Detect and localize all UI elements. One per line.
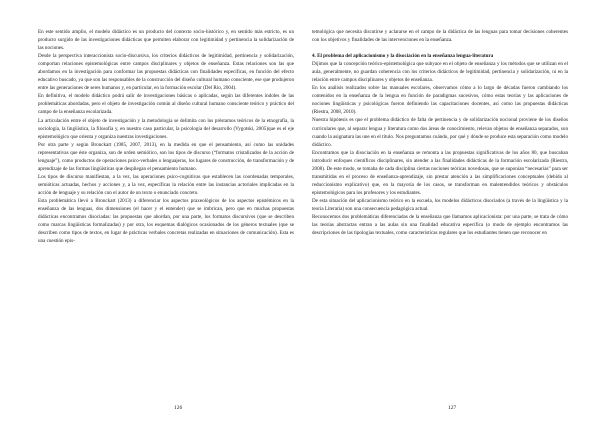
paragraph: Los tipos de discurso manifiestan, a la vez, las operaciones psico-cognitivas que establecen las coordenadas temporales, semióticas actuadas, hechos y acciones y, a la vez, específicas la relación entre las instancias actoriales implicadas en la acción de lenguaje y su relación con el autor de un texto o enunciado concreto. — [38, 173, 294, 196]
paragraph: Reconocemos dos problemáticas diferenciadas de la enseñanza que llamamos aplicacionista: por una parte, se trata de cómo las teorías abstractas entran a las aulas sin una finalidad educativa específica (o modo de ejemplo encontramos las descripciones de las tipologías textuales, como características regulares que los estudiantes tienen que reconocer en — [312, 214, 568, 237]
paragraph: En los análisis realizados sobre las manuales escolares, observamos cómo a lo largo de décadas fueron cambiando los contenidos en la enseñanza de la lengua en función de paradigmas sucesivos, cómo estas teorías y las aplicaciones de nociones lingüísticas y psicológicas fueron definiendo las capacitaciones docentes, así como las propuestas didácticas (Riestra, 2008, 2010). — [312, 85, 568, 116]
paragraph: Encontramos que la disociación en la enseñanza se remonta a las propuestas significativas de los años 80, que buscaban introducir enfoques científicos disciplinares, sin atender a las finalidades didácticas de la formación escolarizada (Riestra, 2008). De este modo, se tomaba de cada disciplina ciertas nociones teóricas novedosas, que se suponían “necesarias” para ser transmitidas en el proceso de enseñanza-aprendizaje, sin prestar atención a las simplificaciones conceptuales (debido al reduccionismo explicativo) que, en la mayoría de los casos, se transforman en malentendidos teóricos y obstáculos epistemológicos para los profesores y los estudiantes. — [312, 149, 568, 196]
paragraph: En este sentido amplio, el modelo didáctico es un producto del contexto socio-histórico y, en sentido más estricto, es un producto surgido de las investigaciones didácticas que permiten elaborar con legitimidad y pertinencia la solidarización de las nociones. — [38, 29, 294, 52]
paragraph: Nuestra hipótesis es que el problema didáctico de falta de pertinencia y de solidarización nocional proviene de los diseños curriculares que, al separar lengua y literatura como dos áreas de conocimiento, relevan objetos de enseñanza separados, son cuando la asignatura las une en el título. Nos preguntamos cuándo, por qué y dónde se produce esta separación como modelo didáctico. — [312, 117, 568, 148]
right-page-body — [312, 28, 568, 403]
section-heading: 4. El problema del aplicacionismo y la disociación en la enseñanza lengua-literatura — [312, 53, 494, 60]
paragraph: temológica que necesita discutirse y aclararse en el campo de la didáctica de las lenguas para tomar decisiones coherentes con los objetivos y finalidades de las intervenciones en la enseñanza. — [312, 29, 568, 44]
paragraph: Por otra parte y según Bronckart (1985, 2007, 2013), en la medida en que el pensamiento, así como las unidades representativas que éste organiza, son de orden semiótico, son los tipos de discurso (“formatos cristalizados de la acción de lenguaje”), como productos de operaciones psico-verbales o lenguajeras, los lugares de construcción, de transformación y de aprendizaje de las formas lingüísticas que despliegan el pensamiento humano. — [38, 141, 294, 172]
paragraph: La articulación entre el objeto de investigación y la metodología se delimita con los préstamos teóricos de la etnografía, la sociología, la lingüística, la filosofía y, en nuestro caso particular, la psicología del desarrollo (Vygotski, 2005)que es el eje epistemológico que orienta y organiza nuestras investigaciones. — [38, 117, 294, 140]
paragraph: Esta problemática llevó a Bronckart (2013) a diferenciar los aspectos praxeológicos de los aspectos epistémicos en la enseñanza de las lenguas, dos dimensiones (el hacer y el entender) que se imbrican, pero que en muchas propuestas didácticas encontramos disociadas: las propuestas que abordan, por una parte, los formatos discursivos (que se describen como marcas lingüísticas formalizadas) y por otra, los esquemas dialógicos ocasionados de los géneros textuales (que se describen como tipos de textos, en lugar de prácticas verbales concretas realizadas en situaciones de comunicación). Esta es una cuestión epis- — [38, 197, 294, 245]
paragraph: De esta situación del aplicacionismo teórico en la escuela, los modelos didácticos disociados (a través de la lingüística y la teoría Literaria) son una consecuencia pedagógica actual. — [312, 197, 568, 212]
page-number-left: 126 — [174, 405, 183, 411]
page-number-right: 127 — [448, 405, 457, 411]
left-page-body — [38, 28, 294, 403]
paragraph: Desde la perspectiva interaccionista socio-discursiva, los criterios didácticos de legitimidad, pertinencia y solidarización, comportan relaciones epistemológicas entre campos disciplinares y objetos de enseñanza. Estas relaciones son las que abordamos en la investigación para conformar las propuestas didácticas con finalidades específicas, en función del efecto educativo buscado, ya que son las responsables de la construcción del diseño cultural humano consciente, ese que produjeron entre las generaciones de seres humanos y, en particular, en la formación escolar (Del Río, 2004). — [38, 53, 294, 92]
paragraph: Dijimos que la concepción teórico-epistemológica que subyace en el objeto de enseñanza y los métodos que se utilizan en el aula, generalmente, no guardan coherencia con los criterios didácticos de legitimidad, pertinencia y solidarización, ni en la relación entre campos disciplinares y objetos de enseñanza. — [312, 61, 568, 84]
paragraph: En definitiva, el modelo didáctico podrá salir de investigaciones básicas o aplicadas, según las diferentes índoles de las problemáticas abordadas, pero el objeto de investigación común al diseño cultural humano consciente teórico y práctico del campo de la enseñanza escolarizada. — [38, 93, 294, 116]
